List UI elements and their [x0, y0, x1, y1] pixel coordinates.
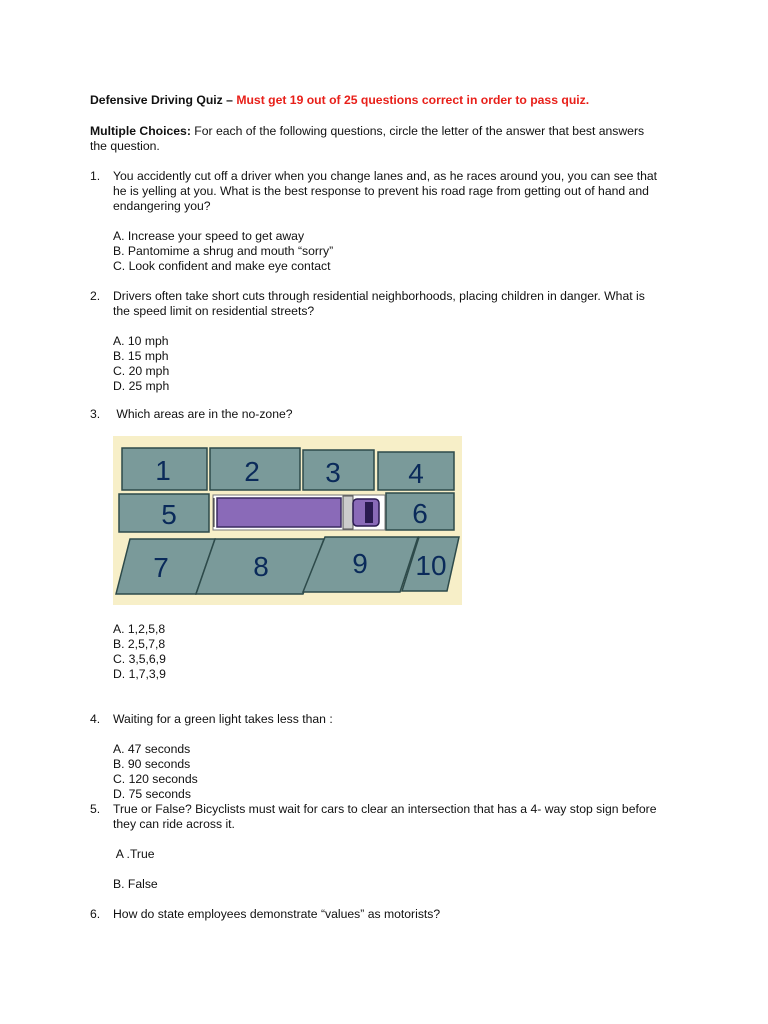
zone-label: 9: [352, 548, 368, 579]
answer-option[interactable]: A. 1,2,5,8: [113, 622, 166, 636]
question-number: 3.: [90, 407, 101, 421]
zone-label: 10: [415, 550, 447, 581]
answer-option[interactable]: C. 20 mph: [113, 364, 170, 378]
question-number: 6.: [90, 907, 101, 921]
quiz-title: Defensive Driving Quiz: [90, 93, 223, 107]
question-text-line: Which areas are in the no-zone?: [113, 407, 293, 421]
question-text-line: the speed limit on residential streets?: [113, 304, 315, 318]
no-zone-diagram: [113, 436, 462, 605]
answer-option[interactable]: C. Look confident and make eye contact: [113, 259, 331, 273]
question-number: 2.: [90, 289, 101, 303]
answer-option[interactable]: D. 25 mph: [113, 379, 170, 393]
instructions-text-1: For each of the following questions, circle the letter of the answer that best answers: [194, 124, 645, 138]
answer-option[interactable]: A. Increase your speed to get away: [113, 229, 305, 243]
question-number: 5.: [90, 802, 101, 816]
answer-option[interactable]: C. 120 seconds: [113, 772, 198, 786]
answer-option[interactable]: B. 15 mph: [113, 349, 169, 363]
truck-icon: [213, 495, 385, 530]
zone-label: 8: [253, 551, 269, 582]
question-number: 4.: [90, 712, 101, 726]
answer-option[interactable]: D. 75 seconds: [113, 787, 191, 801]
instructions-label: Multiple Choices:: [90, 124, 191, 138]
question-number: 1.: [90, 169, 101, 183]
zone-label: 1: [155, 455, 171, 486]
question-text-line: You accidently cut off a driver when you change lanes and, as he races around you, you can see that: [113, 169, 658, 183]
answer-option[interactable]: B. Pantomime a shrug and mouth “sorry”: [113, 244, 334, 258]
zone-label: 6: [412, 498, 428, 529]
answer-option[interactable]: C. 3,5,6,9: [113, 652, 166, 666]
title-dash: –: [222, 93, 237, 107]
answer-option[interactable]: A. 47 seconds: [113, 742, 191, 756]
question-text-line: How do state employees demonstrate “values” as motorists?: [113, 907, 441, 921]
instructions: [90, 124, 644, 139]
answer-option[interactable]: D. 1,7,3,9: [113, 667, 166, 681]
question-text-line: endangering you?: [113, 199, 211, 213]
answer-option[interactable]: A .True: [113, 847, 155, 861]
zone-label: 4: [408, 458, 424, 489]
question-text-line: Drivers often take short cuts through residential neighborhoods, placing children in danger. What is: [113, 289, 645, 303]
answer-option[interactable]: B. False: [113, 877, 158, 891]
answer-option[interactable]: A. 10 mph: [113, 334, 169, 348]
zone-label: 2: [244, 456, 260, 487]
zone-label: 3: [325, 457, 341, 488]
question-text-line: True or False? Bicyclists must wait for cars to clear an intersection that has a 4- way stop sign before: [113, 802, 657, 816]
question-text-line: he is yelling at you. What is the best response to prevent his road rage from getting out of hand and: [113, 184, 649, 198]
quiz-header: [90, 93, 589, 108]
question-text-line: they can ride across it.: [113, 817, 235, 831]
answer-option[interactable]: B. 90 seconds: [113, 757, 191, 771]
no-zone-svg: [113, 436, 462, 605]
question-text-line: Waiting for a green light takes less than :: [113, 712, 333, 726]
pass-requirement: Must get 19 out of 25 questions correct in order to pass quiz.: [236, 93, 590, 107]
zone-label: 7: [153, 552, 169, 583]
instructions-text-2: the question.: [90, 139, 160, 153]
answer-option[interactable]: B. 2,5,7,8: [113, 637, 166, 651]
zone-label: 5: [161, 499, 177, 530]
